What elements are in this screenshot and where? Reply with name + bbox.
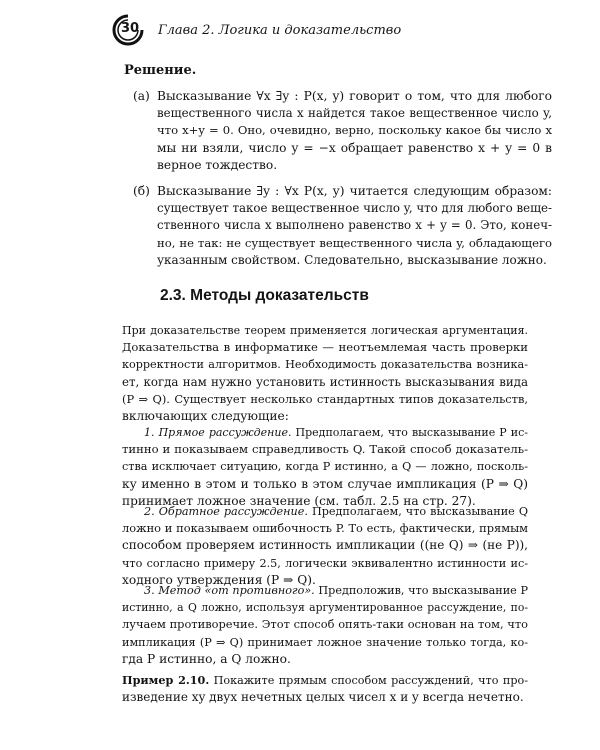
method-direct-title: 1. Прямое рассуждение. bbox=[144, 426, 292, 439]
item-b-line: указанным свойством. Следовательно, высказывание ложно. bbox=[157, 252, 547, 267]
example-line: Покажите прямым способом рассуждений, что про- bbox=[209, 674, 528, 687]
intro-line: При доказательстве теорем применяется логическая аргументация. bbox=[122, 324, 528, 337]
item-a-line: вещественного числа x найдется такое вещественное число y, bbox=[157, 106, 552, 121]
method-contrapositive-line: Предполагаем, что высказывание Q bbox=[307, 505, 528, 518]
intro-line: (P ⇒ Q). Существует несколько стандартных типов доказательств, bbox=[122, 391, 528, 406]
item-a-line: Высказывание ∀x ∃y : P(x, y) говорит о том, что для любого bbox=[157, 89, 552, 103]
item-b-line: ственного числа x выполнено равенство x + y = 0. Это, конеч- bbox=[157, 218, 552, 233]
intro-paragraph bbox=[122, 322, 528, 425]
method-direct-line: тинно и показываем справедливость Q. Такой способ доказатель- bbox=[122, 442, 528, 457]
method-contradiction-line: гда P истинно, а Q ложно. bbox=[122, 651, 291, 666]
example-line: изведение xy двух нечетных целых чисел x и y всегда нечетно. bbox=[122, 690, 524, 705]
method-direct-line: ства исключает ситуацию, когда P истинно, а Q — ложно, посколь- bbox=[122, 460, 528, 474]
method-contrapositive-line: ложно и показываем ошибочность P. То есть, фактически, прямым bbox=[122, 521, 528, 536]
example-2-10 bbox=[122, 672, 528, 706]
item-a-line: верное тождество. bbox=[157, 157, 278, 172]
solution-heading: Решение. bbox=[124, 63, 197, 78]
intro-line: Доказательства в информатике — неотъемлемая часть проверки bbox=[122, 340, 528, 355]
method-direct-line: Предполагаем, что высказывание P ис- bbox=[291, 426, 528, 439]
item-a-line: что x+y = 0. Оно, очевидно, верно, поскольку какое бы число x bbox=[157, 123, 552, 138]
method-contrapositive-first-line bbox=[122, 503, 528, 520]
item-b-line: но, не так: не существует вещественного числа y, обладающего bbox=[157, 235, 552, 250]
method-contrapositive-line: ходного утверждения (P ⇒ Q). bbox=[122, 572, 316, 587]
item-a-label: (а) bbox=[133, 89, 150, 103]
method-contrapositive-title: 2. Обратное рассуждение. bbox=[144, 505, 308, 518]
method-contrapositive-line: что согласно примеру 2.5, логически эквивалентно истинности ис- bbox=[122, 556, 528, 570]
item-b-line: существует такое вещественное число y, что для любого веще- bbox=[157, 201, 553, 216]
method-direct-line: ку именно в этом и только в этом случае импликация (P ⇒ Q) bbox=[122, 476, 528, 491]
item-b-line: Высказывание ∃y : ∀x P(x, y) читается следующим образом: bbox=[157, 184, 552, 198]
method-contradiction-first-line bbox=[122, 582, 528, 599]
intro-line: корректности алгоритмов. Необходимость доказательства возника- bbox=[122, 358, 528, 372]
chapter-title: Глава 2. Логика и доказательство bbox=[158, 23, 402, 38]
method-contradiction-title: 3. Метод «от противного». bbox=[144, 584, 315, 597]
intro-line: включающих следующие: bbox=[122, 409, 289, 424]
item-b-text bbox=[157, 183, 552, 269]
item-b-label: (б) bbox=[133, 184, 150, 198]
method-direct bbox=[122, 424, 528, 510]
method-contradiction-line: Предположив, что высказывание P bbox=[314, 584, 528, 597]
method-contradiction-line: лучаем противоречие. Этот способ опять-таки основан на том, что bbox=[122, 617, 528, 632]
method-direct-line: принимает ложное значение (см. табл. 2.5 на стр. 27). bbox=[122, 493, 476, 508]
method-contrapositive bbox=[122, 503, 528, 589]
example-first-line bbox=[122, 672, 528, 689]
method-direct-first-line bbox=[122, 424, 528, 441]
item-a-line: мы ни взяли, число y = −x обращает равенство x + y = 0 в bbox=[157, 140, 552, 155]
intro-line: ет, когда нам нужно установить истинность высказывания вида bbox=[122, 374, 528, 389]
method-contradiction-line: истинно, а Q ложно, используя аргументированное рассуждение, по- bbox=[122, 601, 528, 615]
section-title: 2.3. Методы доказательств bbox=[160, 287, 369, 304]
page-header bbox=[112, 14, 542, 48]
method-contradiction bbox=[122, 582, 528, 668]
item-a-text bbox=[157, 88, 552, 174]
page-number: 30 bbox=[120, 21, 140, 36]
method-contradiction-line: импликация (P ⇒ Q) принимает ложное значение только тогда, ко- bbox=[122, 635, 528, 649]
method-contrapositive-line: способом проверяем истинность импликации ((не Q) ⇒ (не P)), bbox=[122, 538, 528, 553]
example-label: Пример 2.10. bbox=[122, 673, 210, 687]
